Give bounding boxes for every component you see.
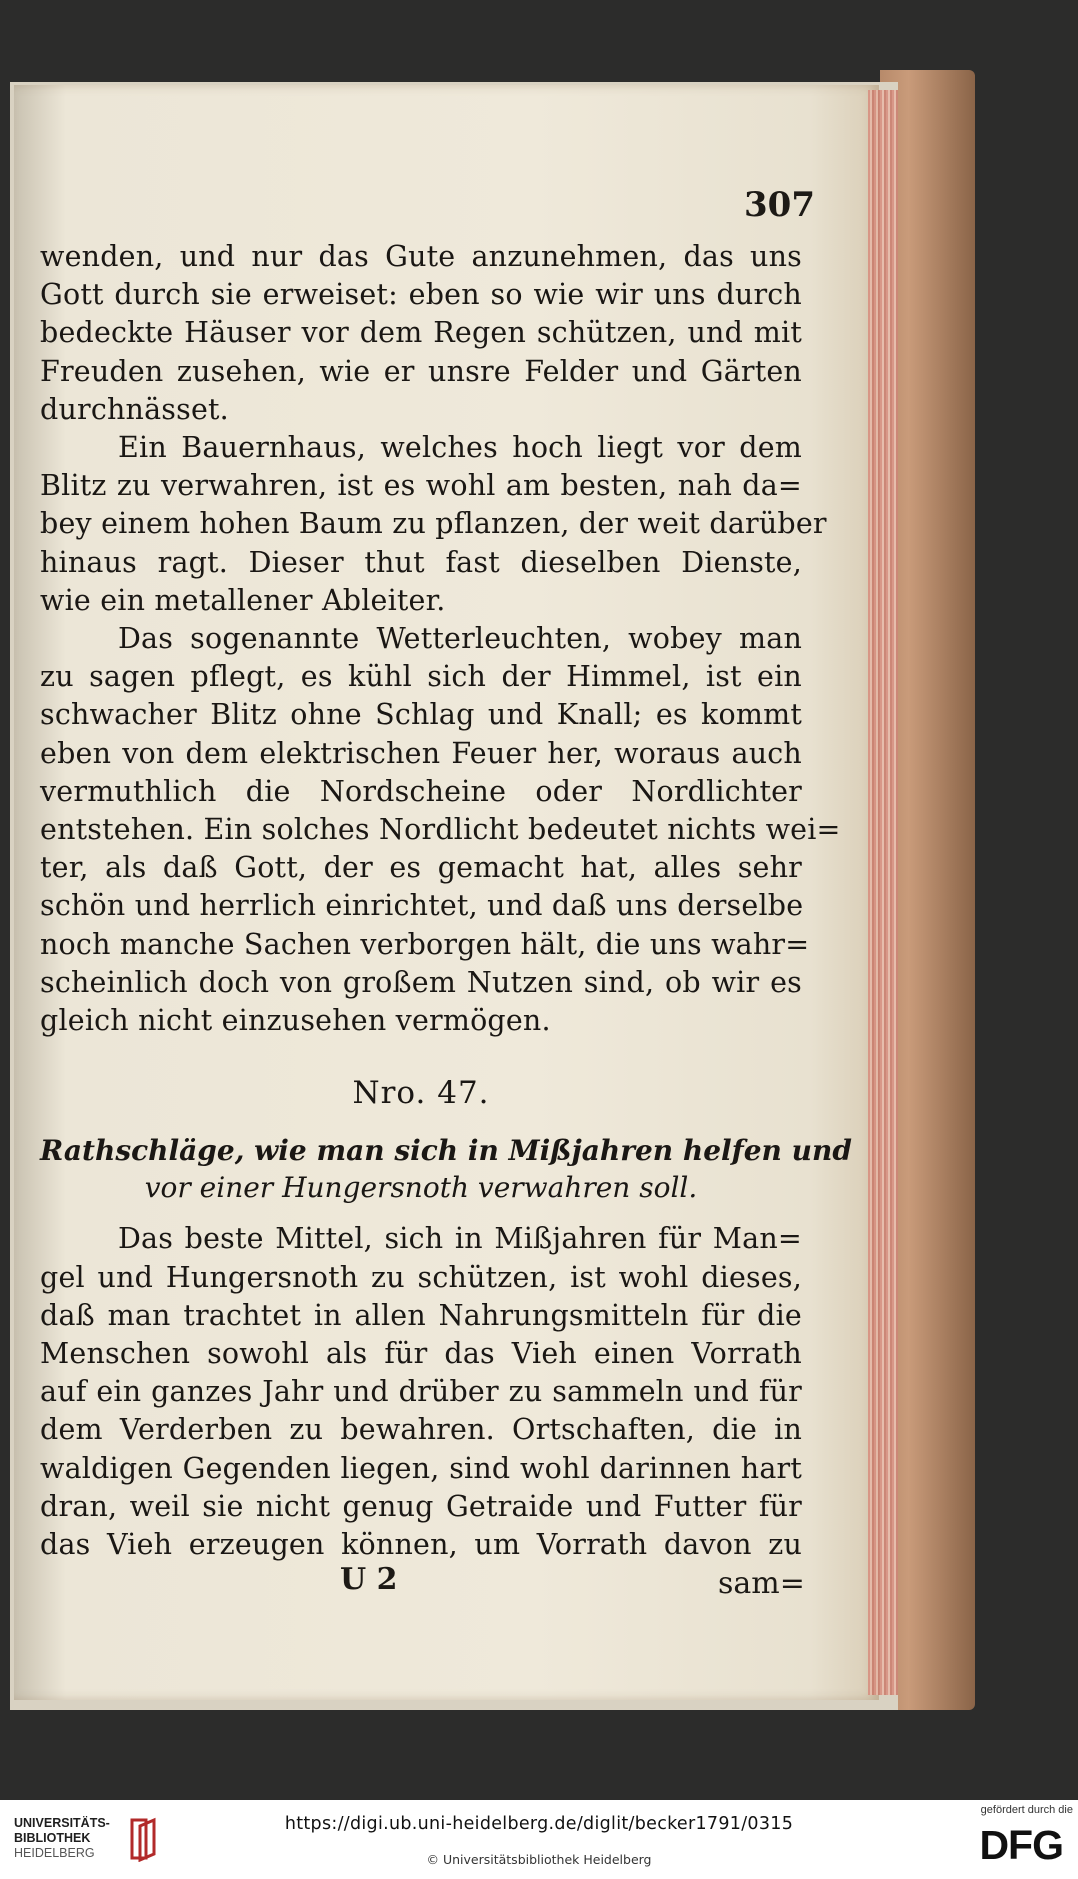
text-line: eben von dem elektrischen Feuer her, woraus auch: [40, 736, 802, 770]
text-line: bey einem hohen Baum zu pflanzen, der weit darüber: [40, 507, 827, 541]
text-line: dran, weil sie nicht genug Getraide und Futter für: [40, 1489, 802, 1523]
text-line: vermuthlich die Nordscheine oder Nordlichter: [40, 774, 802, 808]
text-line: zu sagen pflegt, es kühl sich der Himmel, ist ein: [40, 660, 802, 694]
text-line: auf ein ganzes Jahr und drüber zu sammeln und für: [40, 1375, 802, 1409]
text-line: wenden, und nur das Gute anzunehmen, das uns: [40, 240, 802, 273]
viewer-footer: [0, 1800, 1078, 1879]
text-line: Ein Bauernhaus, welches hoch liegt vor dem: [118, 431, 802, 465]
text-line: gel und Hungersnoth zu schützen, ist wohl dieses,: [40, 1260, 802, 1294]
text-line: dem Verderben zu bewahren. Ortschaften, die in: [40, 1413, 802, 1447]
text-line: Freuden zusehen, wie er unsre Felder und Gärten: [40, 354, 802, 388]
text-line: ter, als daß Gott, der es gemacht hat, alles sehr: [40, 851, 802, 885]
signature-mark: U 2: [340, 1562, 398, 1597]
text-line: schwacher Blitz ohne Schlag und Knall; es kommt: [40, 698, 802, 732]
text-line: bedeckte Häuser vor dem Regen schützen, und mit: [40, 316, 802, 350]
text-line: Gott durch sie erweiset: eben so wie wir uns durch: [40, 278, 802, 312]
text-line: durchnässet.: [40, 392, 229, 426]
text-line: entstehen. Ein solches Nordlicht bedeutet nichts wei=: [40, 813, 841, 847]
text-line: daß man trachtet in allen Nahrungsmitteln für die: [40, 1298, 802, 1332]
text-line: Menschen sowohl als für das Vieh einen Vorrath: [40, 1337, 802, 1371]
catchword: sam=: [718, 1566, 805, 1601]
text-line: hinaus ragt. Dieser thut fast dieselben Dienste,: [40, 545, 802, 579]
paragraph-3: [40, 620, 841, 1040]
text-line: gleich nicht einzusehen vermögen.: [40, 1004, 551, 1038]
paragraph-1: [40, 238, 802, 429]
page-number: 307: [744, 185, 815, 225]
text-line: scheinlich doch von großem Nutzen sind, ob wir es: [40, 965, 802, 999]
page-red-edge: [868, 90, 898, 1695]
text-line: das Vieh erzeugen können, um Vorrath davon zu: [40, 1528, 802, 1562]
copyright-text: © Universitätsbibliothek Heidelberg: [426, 1852, 652, 1867]
dfg-label: gefördert durch die: [980, 1804, 1073, 1816]
text-line: waldigen Gegenden liegen, sind wohl darinnen hart: [40, 1451, 802, 1485]
text-line: wie ein metallener Ableiter.: [40, 583, 446, 617]
logo-line: BIBLIOTHEK: [14, 1831, 91, 1845]
text-line: Blitz zu verwahren, ist es wohl am besten, nah da=: [40, 469, 802, 503]
text-line: Das beste Mittel, sich in Mißjahren für Man=: [118, 1222, 802, 1256]
dfg-wordmark: DFG: [979, 1822, 1063, 1868]
page-url-link[interactable]: https://digi.ub.uni-heidelberg.de/diglit/becker1791/0315: [284, 1814, 794, 1834]
paragraph-2: [40, 429, 827, 620]
logo-line: UNIVERSITÄTS-: [14, 1816, 110, 1830]
logo-line: HEIDELBERG: [14, 1846, 95, 1860]
section-number: Nro. 47.: [352, 1075, 490, 1112]
dfg-logo[interactable]: [955, 1804, 1073, 1876]
paragraph-4: [40, 1220, 802, 1564]
section-title: Rathschläge, wie man sich in Mißjahren helfen und: [40, 1134, 852, 1168]
page-body: [40, 238, 852, 1564]
text-line: Das sogenannte Wetterleuchten, wobey man: [118, 622, 802, 656]
section-title-continued: vor einer Hungersnoth verwahren soll.: [144, 1171, 698, 1205]
text-line: noch manche Sachen verborgen hält, die uns wahr=: [40, 927, 810, 961]
text-line: schön und herrlich einrichtet, und daß uns derselbe: [40, 889, 804, 923]
